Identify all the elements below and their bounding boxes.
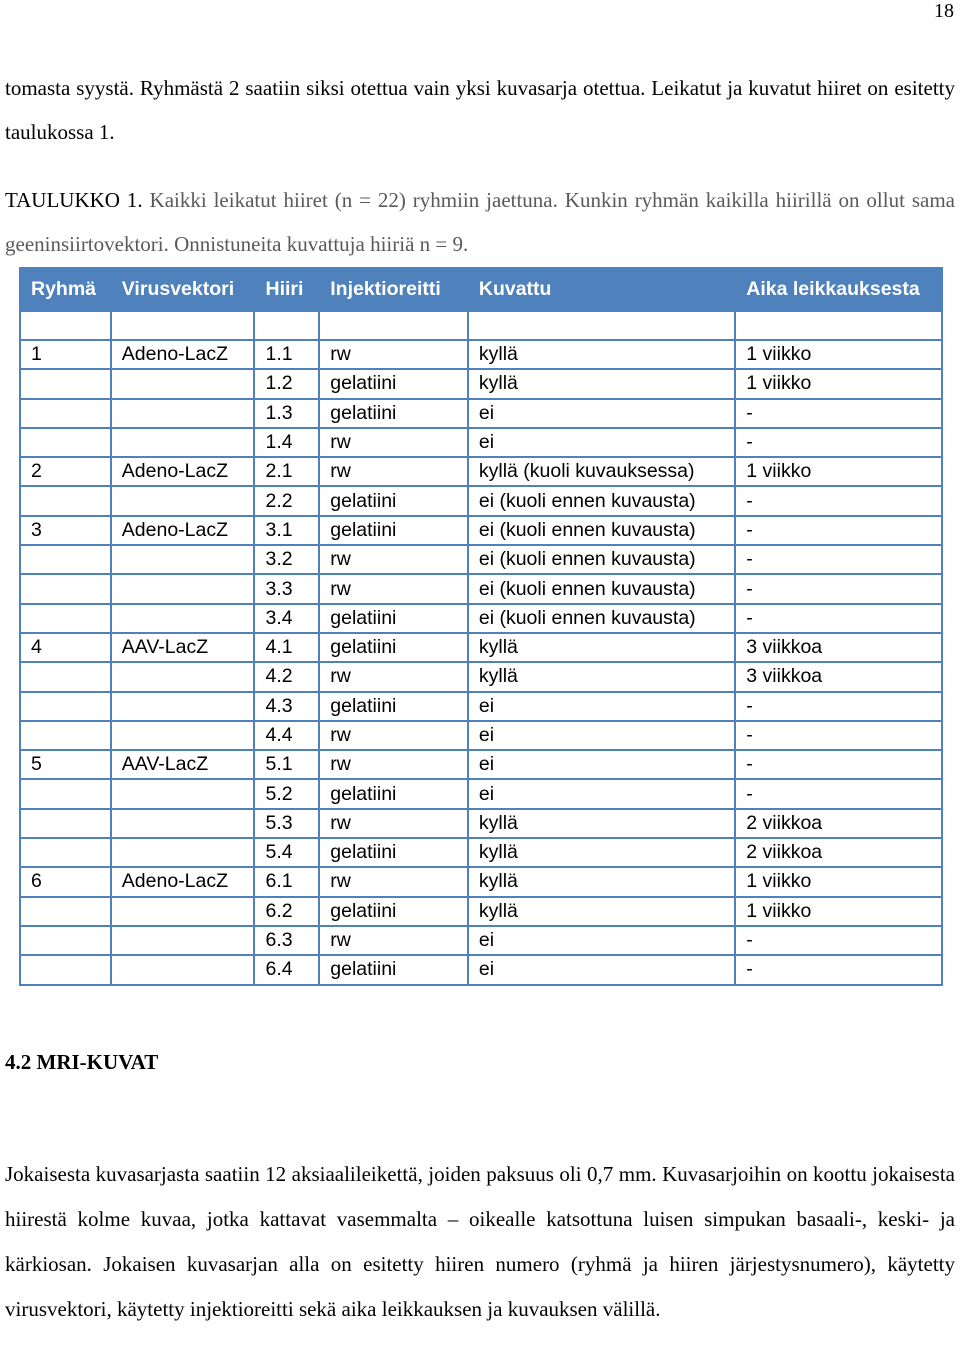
- table-row: [20, 897, 942, 926]
- cell-ryhma: 3: [20, 516, 111, 545]
- header-virusvektori: Virusvektori: [111, 268, 255, 311]
- cell-virusvektori: Adeno-LacZ: [111, 457, 255, 486]
- cell-virusvektori: [111, 721, 255, 750]
- cell-kuvattu: kyllä: [468, 340, 735, 369]
- cell-virusvektori: [111, 545, 255, 574]
- cell-ryhma: [20, 897, 111, 926]
- cell-aika: -: [735, 955, 942, 984]
- cell-injektioreitti: rw: [319, 926, 468, 955]
- cell-virusvektori: [111, 369, 255, 398]
- table-header-row: [20, 268, 942, 311]
- table-row: [20, 574, 942, 603]
- cell-aika: 1 viikko: [735, 457, 942, 486]
- cell-virusvektori: AAV-LacZ: [111, 633, 255, 662]
- cell-aika: -: [735, 574, 942, 603]
- cell-ryhma: [20, 428, 111, 457]
- cell-kuvattu: ei: [468, 955, 735, 984]
- cell-aika: 1 viikko: [735, 867, 942, 896]
- cell-virusvektori: [111, 662, 255, 691]
- intro-paragraph: tomasta syystä. Ryhmästä 2 saatiin siksi otettua vain yksi kuvasarja otettua. Leikatut ja kuvatut hiiret on esitetty taulukossa 1.: [5, 76, 955, 144]
- cell-aika: -: [735, 926, 942, 955]
- cell-aika: 1 viikko: [735, 369, 942, 398]
- mice-table: [19, 267, 943, 986]
- table-caption: [5, 178, 955, 266]
- cell-hiiri: 4.4: [254, 721, 319, 750]
- cell-hiiri: 5.3: [254, 809, 319, 838]
- cell-virusvektori: [111, 897, 255, 926]
- table-caption-label: TAULUKKO 1.: [5, 188, 143, 212]
- cell-ryhma: [20, 574, 111, 603]
- table-row: [20, 867, 942, 896]
- cell-hiiri: 1.2: [254, 369, 319, 398]
- cell-ryhma: [20, 809, 111, 838]
- cell-hiiri: 5.4: [254, 838, 319, 867]
- cell-aika: -: [735, 692, 942, 721]
- table-row: [20, 692, 942, 721]
- cell-kuvattu: ei: [468, 721, 735, 750]
- cell-kuvattu: kyllä: [468, 662, 735, 691]
- cell-injektioreitti: rw: [319, 721, 468, 750]
- cell-aika: -: [735, 779, 942, 808]
- cell-ryhma: [20, 662, 111, 691]
- cell-kuvattu: kyllä (kuoli kuvauksessa): [468, 457, 735, 486]
- table-row: [20, 721, 942, 750]
- cell-aika: 2 viikkoa: [735, 809, 942, 838]
- cell-ryhma: [20, 838, 111, 867]
- cell-injektioreitti: gelatiini: [319, 838, 468, 867]
- cell-aika: -: [735, 516, 942, 545]
- table-row: [20, 838, 942, 867]
- table-row: [20, 340, 942, 369]
- table-row: [20, 633, 942, 662]
- cell-ryhma: 1: [20, 340, 111, 369]
- cell-virusvektori: [111, 428, 255, 457]
- cell-virusvektori: [111, 809, 255, 838]
- cell-injektioreitti: gelatiini: [319, 486, 468, 515]
- cell-kuvattu: ei: [468, 926, 735, 955]
- cell-hiiri: 1.3: [254, 399, 319, 428]
- section-heading: 4.2 MRI-KUVAT: [5, 1050, 159, 1074]
- header-hiiri: Hiiri: [254, 268, 319, 311]
- cell-injektioreitti: gelatiini: [319, 516, 468, 545]
- cell-virusvektori: [111, 574, 255, 603]
- cell-injektioreitti: rw: [319, 457, 468, 486]
- header-injektioreitti: Injektioreitti: [319, 268, 468, 311]
- cell-virusvektori: [111, 955, 255, 984]
- cell-injektioreitti: rw: [319, 340, 468, 369]
- cell-hiiri: 6.4: [254, 955, 319, 984]
- table-row: [20, 428, 942, 457]
- cell-aika: 2 viikkoa: [735, 838, 942, 867]
- cell-injektioreitti: rw: [319, 428, 468, 457]
- table-row: [20, 604, 942, 633]
- cell-ryhma: [20, 399, 111, 428]
- cell-kuvattu: ei: [468, 428, 735, 457]
- cell-hiiri: 4.1: [254, 633, 319, 662]
- table-row: [20, 457, 942, 486]
- table-row: [20, 486, 942, 515]
- cell-virusvektori: [111, 604, 255, 633]
- cell-ryhma: [20, 486, 111, 515]
- cell-injektioreitti: gelatiini: [319, 692, 468, 721]
- cell-aika: -: [735, 604, 942, 633]
- cell-hiiri: 6.2: [254, 897, 319, 926]
- cell-virusvektori: [111, 838, 255, 867]
- cell-injektioreitti: rw: [319, 809, 468, 838]
- cell-ryhma: [20, 604, 111, 633]
- cell-virusvektori: AAV-LacZ: [111, 750, 255, 779]
- cell-injektioreitti: gelatiini: [319, 604, 468, 633]
- table-row: [20, 516, 942, 545]
- cell-virusvektori: Adeno-LacZ: [111, 516, 255, 545]
- cell-virusvektori: Adeno-LacZ: [111, 340, 255, 369]
- cell-hiiri: 4.2: [254, 662, 319, 691]
- cell-virusvektori: [111, 692, 255, 721]
- cell-hiiri: 3.1: [254, 516, 319, 545]
- cell-kuvattu: ei (kuoli ennen kuvausta): [468, 545, 735, 574]
- cell-ryhma: [20, 779, 111, 808]
- cell-aika: -: [735, 545, 942, 574]
- table-row: [20, 809, 942, 838]
- cell-ryhma: [20, 955, 111, 984]
- table-row: [20, 399, 942, 428]
- cell-hiiri: 1.4: [254, 428, 319, 457]
- cell-aika: 1 viikko: [735, 897, 942, 926]
- cell-ryhma: [20, 721, 111, 750]
- header-kuvattu: Kuvattu: [468, 268, 735, 311]
- cell-kuvattu: ei (kuoli ennen kuvausta): [468, 574, 735, 603]
- cell-kuvattu: kyllä: [468, 867, 735, 896]
- cell-aika: 1 viikko: [735, 340, 942, 369]
- cell-kuvattu: kyllä: [468, 369, 735, 398]
- cell-injektioreitti: rw: [319, 750, 468, 779]
- cell-ryhma: [20, 692, 111, 721]
- cell-kuvattu: ei: [468, 779, 735, 808]
- cell-aika: -: [735, 399, 942, 428]
- cell-kuvattu: ei (kuoli ennen kuvausta): [468, 604, 735, 633]
- cell-virusvektori: [111, 779, 255, 808]
- cell-aika: -: [735, 721, 942, 750]
- cell-ryhma: 6: [20, 867, 111, 896]
- cell-injektioreitti: gelatiini: [319, 779, 468, 808]
- cell-hiiri: 1.1: [254, 340, 319, 369]
- page-number: 18: [934, 0, 954, 22]
- table-row: [20, 779, 942, 808]
- table-body: [20, 311, 942, 985]
- cell-ryhma: [20, 369, 111, 398]
- table-row: [20, 750, 942, 779]
- cell-injektioreitti: gelatiini: [319, 369, 468, 398]
- table-row: [20, 955, 942, 984]
- cell-injektioreitti: gelatiini: [319, 897, 468, 926]
- cell-injektioreitti: gelatiini: [319, 399, 468, 428]
- mri-paragraph: Jokaisesta kuvasarjasta saatiin 12 aksiaalileikettä, joiden paksuus oli 0,7 mm. Kuvasarjoihin on koottu jokaisesta hiirestä kolme kuvaa, jotka kattavat vasemmalta – oikealle katsottuna luisen simpukan basaali-, keski- ja kärkiosan. Jokaisen kuvasarjan alla on esitetty hiiren numero (ryhmä ja hiiren järjestysnumero), käytetty virusvektori, käytetty injektioreitti sekä aika leikkauksen ja kuvauksen välillä.: [5, 1162, 955, 1321]
- cell-ryhma: 4: [20, 633, 111, 662]
- cell-injektioreitti: rw: [319, 867, 468, 896]
- cell-injektioreitti: gelatiini: [319, 955, 468, 984]
- table-row: [20, 369, 942, 398]
- cell-hiiri: 6.3: [254, 926, 319, 955]
- cell-ryhma: [20, 545, 111, 574]
- header-ryhma: Ryhmä: [20, 268, 111, 311]
- cell-kuvattu: kyllä: [468, 838, 735, 867]
- cell-hiiri: 2.1: [254, 457, 319, 486]
- cell-injektioreitti: rw: [319, 545, 468, 574]
- cell-virusvektori: [111, 399, 255, 428]
- cell-injektioreitti: rw: [319, 662, 468, 691]
- cell-hiiri: 3.2: [254, 545, 319, 574]
- cell-ryhma: 5: [20, 750, 111, 779]
- cell-virusvektori: [111, 486, 255, 515]
- cell-aika: -: [735, 428, 942, 457]
- cell-hiiri: 2.2: [254, 486, 319, 515]
- cell-hiiri: 5.1: [254, 750, 319, 779]
- cell-kuvattu: kyllä: [468, 633, 735, 662]
- cell-ryhma: [20, 926, 111, 955]
- cell-hiiri: 5.2: [254, 779, 319, 808]
- cell-hiiri: 3.4: [254, 604, 319, 633]
- table-row: [20, 926, 942, 955]
- table-caption-text: Kaikki leikatut hiiret (n = 22) ryhmiin jaettuna. Kunkin ryhmän kaikilla hiirillä on ollut sama geeninsiirtovektori. Onnistuneita kuvattuja hiiriä n = 9.: [5, 188, 955, 256]
- cell-virusvektori: [111, 926, 255, 955]
- cell-kuvattu: ei (kuoli ennen kuvausta): [468, 516, 735, 545]
- cell-aika: -: [735, 750, 942, 779]
- cell-injektioreitti: rw: [319, 574, 468, 603]
- cell-hiiri: 4.3: [254, 692, 319, 721]
- cell-aika: 3 viikkoa: [735, 633, 942, 662]
- cell-hiiri: 6.1: [254, 867, 319, 896]
- cell-aika: -: [735, 486, 942, 515]
- cell-kuvattu: ei (kuoli ennen kuvausta): [468, 486, 735, 515]
- cell-aika: 3 viikkoa: [735, 662, 942, 691]
- cell-kuvattu: ei: [468, 692, 735, 721]
- cell-ryhma: 2: [20, 457, 111, 486]
- cell-kuvattu: ei: [468, 750, 735, 779]
- table-row: [20, 662, 942, 691]
- header-aika: Aika leikkauksesta: [735, 268, 942, 311]
- cell-injektioreitti: gelatiini: [319, 633, 468, 662]
- cell-virusvektori: Adeno-LacZ: [111, 867, 255, 896]
- cell-kuvattu: kyllä: [468, 897, 735, 926]
- cell-hiiri: 3.3: [254, 574, 319, 603]
- table-row: [20, 545, 942, 574]
- cell-kuvattu: kyllä: [468, 809, 735, 838]
- table-spacer-row: [20, 311, 942, 340]
- cell-kuvattu: ei: [468, 399, 735, 428]
